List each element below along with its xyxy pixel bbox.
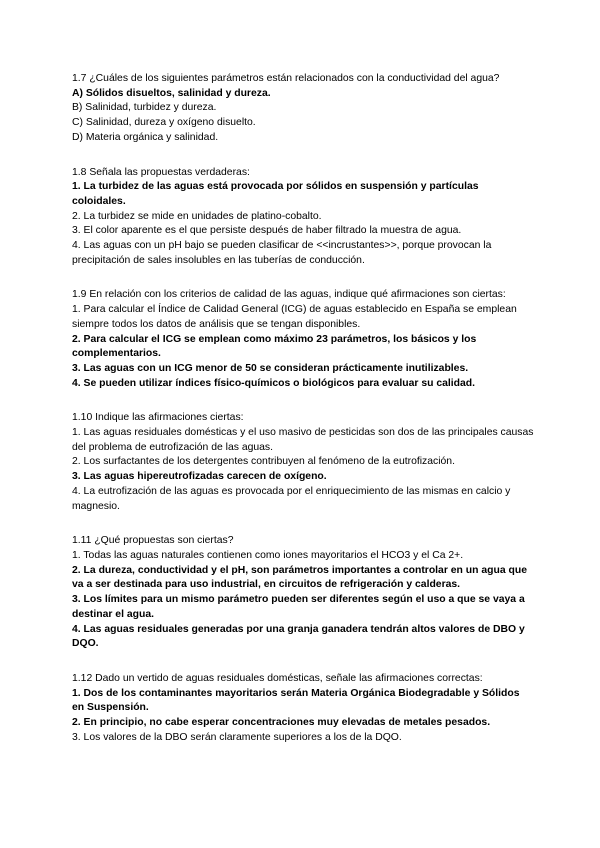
question-text: 1.11 ¿Qué propuestas son ciertas? [72, 535, 234, 547]
answer-line: C) Salinidad, dureza y oxígeno disuelto. [72, 117, 256, 129]
question-block [72, 288, 534, 391]
question-text: 1.9 En relación con los criterios de calidad de las aguas, indique qué afirmaciones son ciertas: [72, 289, 506, 301]
answer-line: 3. Las aguas con un ICG menor de 50 se consideran prácticamente inutilizables. [72, 362, 469, 374]
answer-line: 2. La dureza, conductividad y el pH, son parámetros importantes a controlar en un agua que va a ser destinada para uso industrial, en circuitos de refrigeración y calderas. [72, 564, 527, 591]
answer-line: 4. Se pueden utilizar índices físico-químicos o biológicos para evaluar su calidad. [72, 377, 476, 389]
answer-line: 2. En principio, no cabe esperar concentraciones muy elevadas de metales pesados. [72, 717, 491, 729]
question-block [72, 72, 534, 146]
answer-line: B) Salinidad, turbidez y dureza. [72, 102, 217, 114]
question-block [72, 534, 534, 652]
answer-line: A) Sólidos disueltos, salinidad y dureza. [72, 87, 271, 99]
answer-line: 3. Los límites para un mismo parámetro pueden ser diferentes según el uso a que se vaya a destinar el agua. [72, 594, 525, 620]
answer-line: 1. Las aguas residuales domésticas y el uso masivo de pesticidas son dos de las principales causas del problema de eutrofización de las aguas. [72, 427, 534, 453]
question-text: 1.12 Dado un vertido de aguas residuales domésticas, señale las afirmaciones correctas: [72, 672, 483, 684]
answer-line: 2. La turbidez se mide en unidades de platino-cobalto. [72, 210, 322, 222]
question-text: 1.10 Indique las afirmaciones ciertas: [72, 412, 244, 424]
question-block [72, 411, 534, 514]
answer-line: 4. Las aguas con un pH bajo se pueden clasificar de <<incrustantes>>, porque provocan la precipitación de sales insolubles en las tuberías de conducción. [72, 240, 492, 266]
document-page [72, 72, 534, 765]
answer-line: 1. Dos de los contaminantes mayoritarios serán Materia Orgánica Biodegradable y Sólidos en Suspensión. [72, 687, 520, 714]
question-block [72, 672, 534, 746]
answer-line: 3. El color aparente es el que persiste después de haber filtrado la muestra de agua. [72, 225, 462, 237]
answer-line: 2. Los surfactantes de los detergentes contribuyen al fenómeno de la eutrofización. [72, 456, 455, 468]
answer-line: 4. La eutrofización de las aguas es provocada por el enriquecimiento de las mismas en calcio y magnesio. [72, 485, 511, 512]
answer-line: 1. La turbidez de las aguas está provocada por sólidos en suspensión y partículas coloidales. [72, 181, 479, 207]
answer-line: 4. Las aguas residuales generadas por una granja ganadera tendrán altos valores de DBO y DQO. [72, 623, 525, 650]
question-text: 1.8 Señala las propuestas verdaderas: [72, 166, 250, 178]
answer-line: 3. Las aguas hipereutrofizadas carecen de oxígeno. [72, 471, 327, 483]
answer-line: D) Materia orgánica y salinidad. [72, 131, 219, 143]
question-block [72, 166, 534, 269]
answer-line: 2. Para calcular el ICG se emplean como máximo 23 parámetros, los básicos y los complementarios. [72, 333, 477, 360]
answer-line: 1. Para calcular el Índice de Calidad General (ICG) de aguas establecido en España se emplean siempre todos los datos de análisis que se tengan disponibles. [72, 304, 517, 330]
answer-line: 3. Los valores de la DBO serán claramente superiores a los de la DQO. [72, 731, 402, 743]
answer-line: 1. Todas las aguas naturales contienen como iones mayoritarios el HCO3 y el Ca 2+. [72, 549, 464, 561]
question-text: 1.7 ¿Cuáles de los siguientes parámetros están relacionados con la conductividad del agua? [72, 73, 500, 84]
